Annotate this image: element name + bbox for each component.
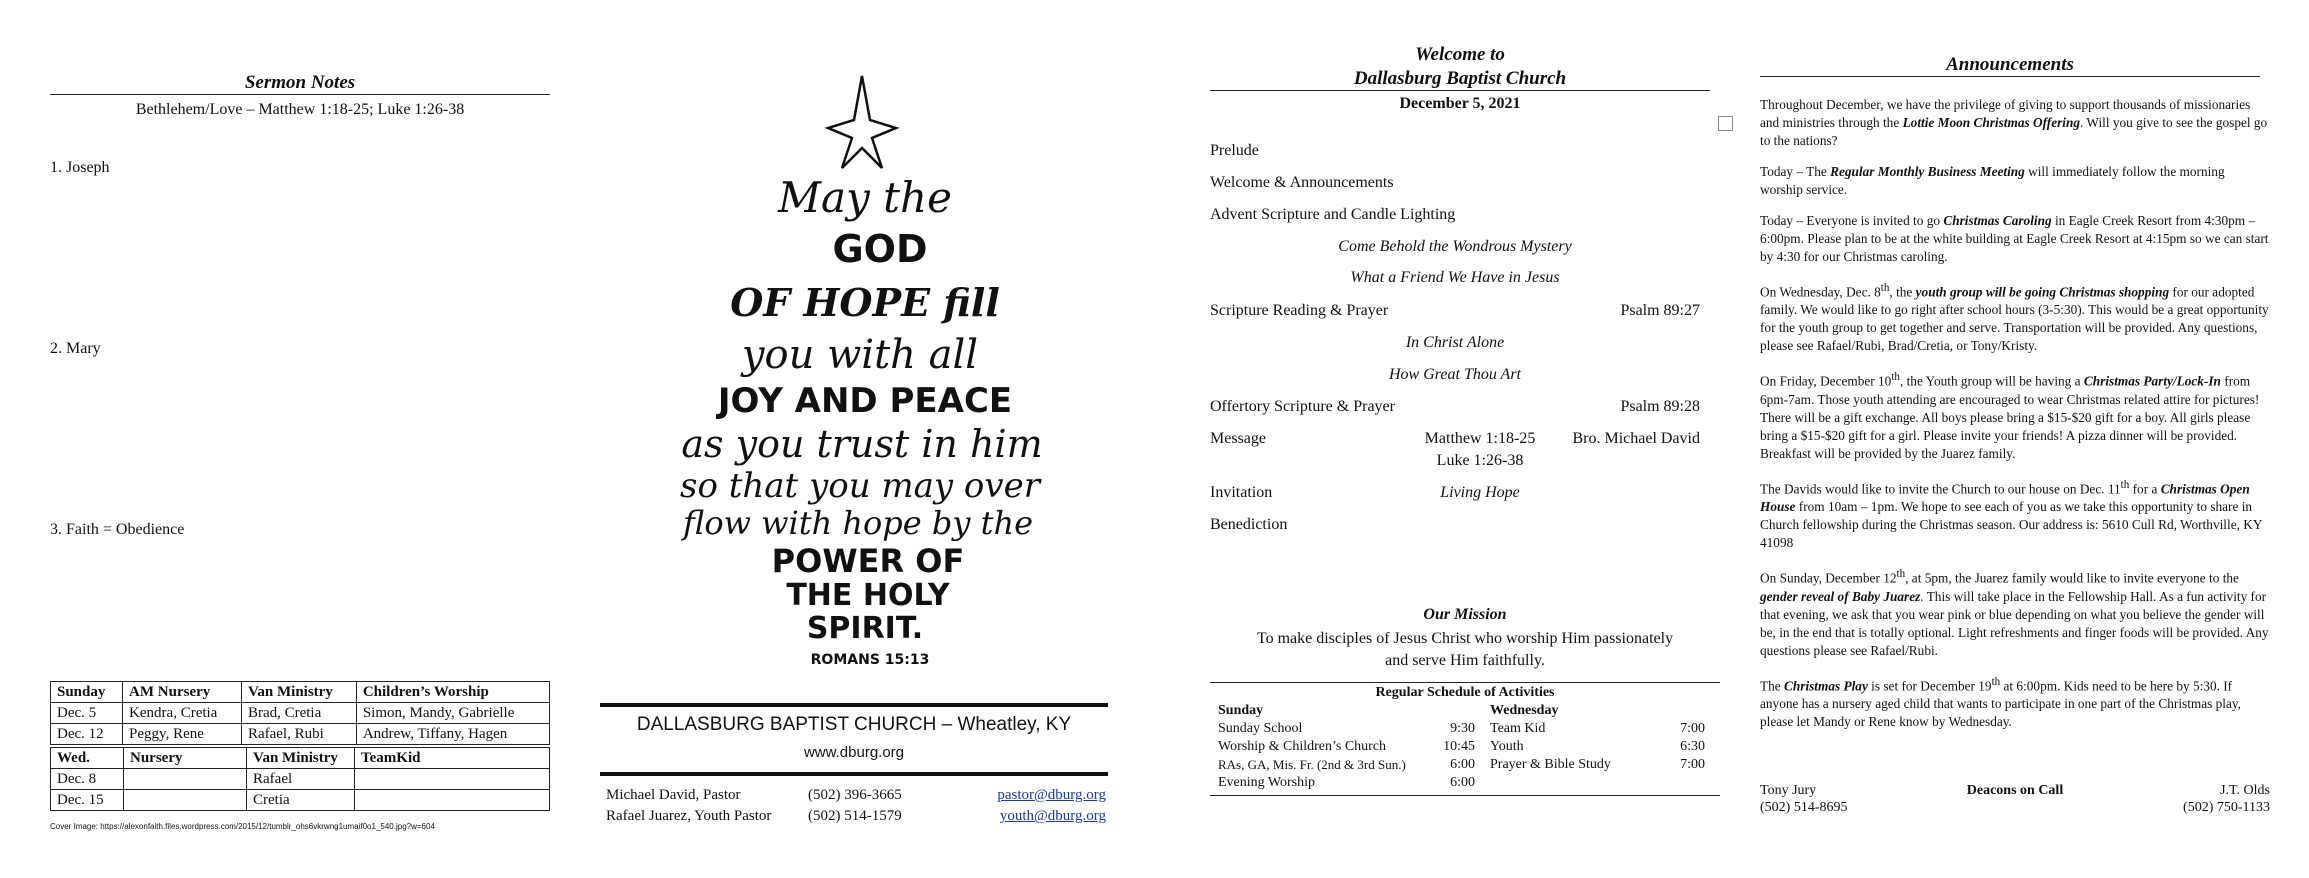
activity-name: Team Kid xyxy=(1490,721,1546,736)
activity-time: 6:30 xyxy=(1680,739,1705,754)
mission-title: Our Mission xyxy=(1423,606,1507,623)
order-label: Message xyxy=(1210,430,1266,447)
song-title: What a Friend We Have in Jesus xyxy=(1350,269,1560,286)
sunday-volunteer-table xyxy=(50,681,550,745)
wednesday-volunteer-table xyxy=(50,747,550,811)
pastor-email-link[interactable]: pastor@dburg.org xyxy=(997,787,1106,803)
activity-time: 10:45 xyxy=(1443,739,1475,754)
announcement-item: Throughout December, we have the privilege of giving to support thousands of missionaries and ministries through the Lottie Moon Christmas Offering. Will you give to see the gospel go to the nations? xyxy=(1760,97,2268,148)
deacon-1-phone: (502) 514-8695 xyxy=(1760,800,1848,815)
order-label: Offertory Scripture & Prayer xyxy=(1210,398,1395,415)
sermon-notes-panel xyxy=(50,0,550,878)
order-invitation xyxy=(1210,484,1700,502)
table-cell: Andrew, Tiffany, Hagen xyxy=(356,724,549,745)
art-line: OF HOPE fill xyxy=(730,280,1000,325)
mission-line-2: and serve Him faithfully. xyxy=(1385,652,1545,669)
announcement-item: On Friday, December 10th, the Youth group will be having a Christmas Party/Lock-In from 6pm-7am. Those youth attending are encouraged to wear Christmas related attire for pictures! There will be a gift exchange. All boys please bring a $15-$20 gift for a boy. All girls please bring a $15-$20 gift for a girl. Please invite your friends! A pizza dinner will be provided. Breakfast will be provided by the Juarez family. xyxy=(1760,371,2260,461)
art-line: May the xyxy=(778,173,952,222)
youth-email-link[interactable]: youth@dburg.org xyxy=(999,808,1106,824)
sermon-point-1: 1. Joseph xyxy=(50,159,110,176)
table-cell: Simon, Mandy, Gabrielle xyxy=(356,703,549,724)
church-website: www.dburg.org xyxy=(803,744,905,761)
art-line: flow with hope by the xyxy=(682,504,1034,542)
activity-name: Youth xyxy=(1490,739,1524,754)
table-header: Van Ministry xyxy=(247,748,355,769)
table-cell: Rafael xyxy=(247,769,355,790)
cover-panel xyxy=(600,0,1120,878)
deacon-2-name: J.T. Olds xyxy=(2220,783,2270,798)
pastor-phone: (502) 396-3665 xyxy=(808,787,902,803)
table-cell: Dec. 5 xyxy=(51,703,123,724)
order-prelude: Prelude xyxy=(1210,142,1259,159)
table-cell xyxy=(355,790,550,811)
announcement-item: On Wednesday, Dec. 8th, the youth group will be going Christmas shopping for our adopted family. We would like to go right after school hours (3-5:30). This would be a great opportunity for the youth group to get together and serve. Transportation will be provided. Any questions, please see Rafael/Rubi, Brad/Cretia, or Tony/Kristy. xyxy=(1760,282,2269,354)
song-title: How Great Thou Art xyxy=(1388,366,1521,383)
speaker-name: Bro. Michael David xyxy=(1572,430,1700,447)
activity-time: 7:00 xyxy=(1680,721,1705,736)
announcements-title: Announcements xyxy=(1760,54,2260,77)
table-header: TeamKid xyxy=(355,748,550,769)
table-cell: Dec. 15 xyxy=(51,790,124,811)
activity-name: Prayer & Bible Study xyxy=(1490,757,1611,772)
announcement-item: On Sunday, December 12th, at 5pm, the Juarez family would like to invite everyone to the gender reveal of Baby Juarez. This will take place in the Fellowship Hall. As a fun activity for that evening, we ask that you wear pink or blue depending on what you believe the gender will be, in the end that is totally optional. Light refreshments and finger foods will be provided. Any questions please see Rafael/Rubi. xyxy=(1760,568,2269,658)
order-message xyxy=(1210,430,1700,469)
announcement-item: Today – The Regular Monthly Business Meeting will immediately follow the morning worship service. xyxy=(1760,164,2225,197)
table-cell xyxy=(124,769,247,790)
cover-artwork xyxy=(630,72,1090,672)
pastor-name: Michael David, Pastor xyxy=(606,787,741,803)
table-cell: Rafael, Rubi xyxy=(241,724,356,745)
youth-pastor-name: Rafael Juarez, Youth Pastor xyxy=(606,808,772,824)
welcome-line-1: Welcome to xyxy=(1415,44,1505,65)
table-header: AM Nursery xyxy=(123,682,242,703)
song-title: Come Behold the Wondrous Mystery xyxy=(1338,238,1572,255)
service-date: December 5, 2021 xyxy=(1399,95,1521,112)
art-line: so that you may over xyxy=(680,466,1040,506)
art-line: THE HOLY xyxy=(786,578,950,613)
table-row xyxy=(51,703,550,724)
art-line: ROMANS 15:13 xyxy=(810,652,930,668)
deacon-2-phone: (502) 750-1133 xyxy=(2183,800,2270,815)
table-cell: Cretia xyxy=(247,790,355,811)
order-welcome: Welcome & Announcements xyxy=(1210,174,1394,191)
divider xyxy=(1210,795,1720,796)
table-row xyxy=(51,769,550,790)
activities-sunday-label: Sunday xyxy=(1218,703,1264,718)
announcements-panel xyxy=(1760,0,2270,878)
checkbox[interactable] xyxy=(1718,116,1733,131)
announcement-item: Today – Everyone is invited to go Christmas Caroling in Eagle Creek Resort from 4:30pm – 6:00pm. Please plan to be at the white building at Eagle Creek Resort at 4:15pm so we can start by 4:30 for our Christmas caroling. xyxy=(1760,213,2269,264)
scripture-ref: Luke 1:26-38 xyxy=(1436,452,1524,469)
activities-wednesday-label: Wednesday xyxy=(1490,703,1559,718)
art-line: GOD xyxy=(832,227,928,271)
table-header: Children’s Worship xyxy=(356,682,549,703)
deacon-1-name: Tony Jury xyxy=(1760,783,1817,798)
announcement-item: The Davids would like to invite the Church to our house on Dec. 11th for a Christmas Open House from 10am – 1pm. We hope to see each of you as we take this opportunity to share in Church fellowship during the Christmas season. Our address is: 5610 Cull Rd, Worthville, KY 41098 xyxy=(1760,478,2262,551)
art-line: SPIRIT. xyxy=(806,611,924,646)
order-label: Scripture Reading & Prayer xyxy=(1210,302,1389,319)
order-benediction: Benediction xyxy=(1210,516,1288,533)
sermon-point-2: 2. Mary xyxy=(50,340,101,357)
divider xyxy=(600,772,1108,776)
activity-time: 6:00 xyxy=(1450,757,1475,772)
activity-time: 7:00 xyxy=(1680,757,1705,772)
table-row xyxy=(51,724,550,745)
divider xyxy=(600,703,1108,707)
table-row xyxy=(51,790,550,811)
table-header: Wed. xyxy=(51,748,124,769)
activities-title: Regular Schedule of Activities xyxy=(1375,685,1555,700)
song-title: In Christ Alone xyxy=(1405,334,1505,351)
activity-name: Sunday School xyxy=(1218,721,1303,736)
activity-time: 6:00 xyxy=(1450,775,1475,790)
song-title: Living Hope xyxy=(1440,484,1520,501)
scripture-ref: Psalm 89:27 xyxy=(1620,302,1700,319)
table-cell: Dec. 12 xyxy=(51,724,123,745)
order-offertory xyxy=(1210,398,1700,416)
art-line: as you trust in him xyxy=(681,422,1043,466)
table-cell xyxy=(124,790,247,811)
table-header: Sunday xyxy=(51,682,123,703)
scripture-ref: Psalm 89:28 xyxy=(1620,398,1700,415)
table-header: Nursery xyxy=(124,748,247,769)
table-cell: Kendra, Cretia xyxy=(123,703,242,724)
deacons-on-call-label: Deacons on Call xyxy=(1966,783,2064,798)
art-line: JOY AND PEACE xyxy=(717,381,1013,421)
table-cell: Brad, Cretia xyxy=(241,703,356,724)
order-advent: Advent Scripture and Candle Lighting xyxy=(1210,206,1456,223)
table-cell xyxy=(355,769,550,790)
scripture-ref: Matthew 1:18-25 xyxy=(1424,430,1536,447)
youth-pastor-phone: (502) 514-1579 xyxy=(808,808,902,824)
activity-name: Worship & Children’s Church xyxy=(1218,739,1387,754)
art-line: you with all xyxy=(741,332,979,378)
order-scripture xyxy=(1210,302,1700,320)
divider xyxy=(1210,682,1720,683)
sermon-point-3: 3. Faith = Obedience xyxy=(50,521,185,538)
table-header: Van Ministry xyxy=(241,682,356,703)
mission-line-1: To make disciples of Jesus Christ who worship Him passionately xyxy=(1256,630,1674,647)
announcements-body xyxy=(1760,96,2270,744)
order-of-worship-panel xyxy=(1210,0,1740,878)
activity-time: 9:30 xyxy=(1450,721,1475,736)
welcome-church-name: Dallasburg Baptist Church xyxy=(1210,68,1710,91)
announcement-item: The Christmas Play is set for December 19th at 6:00pm. Kids need to be here by 5:30. If anyone has a nursery aged child that wants to participate in one part of the Christmas play, please let Mandy or Rene know by Wednesday. xyxy=(1760,675,2242,730)
sermon-subtitle: Bethlehem/Love – Matthew 1:18-25; Luke 1:26-38 xyxy=(135,101,465,118)
church-name: DALLASBURG BAPTIST CHURCH – Wheatley, KY xyxy=(636,714,1072,735)
table-cell: Dec. 8 xyxy=(51,769,124,790)
sermon-notes-title: Sermon Notes xyxy=(50,72,550,95)
activity-name: RAs, GA, Mis. Fr. (2nd & 3rd Sun.) xyxy=(1218,757,1406,772)
order-label: Invitation xyxy=(1210,484,1273,501)
activity-name: Evening Worship xyxy=(1218,775,1315,790)
cover-image-credit: Cover Image: https://alexonfaith.files.wordpress.com/2015/12/tumblr_ohs6vkrwng1umaif0o1_540.jpg?w=604 xyxy=(50,822,435,831)
star-icon xyxy=(828,76,896,168)
table-cell: Peggy, Rene xyxy=(123,724,242,745)
art-line: POWER OF xyxy=(771,542,965,580)
